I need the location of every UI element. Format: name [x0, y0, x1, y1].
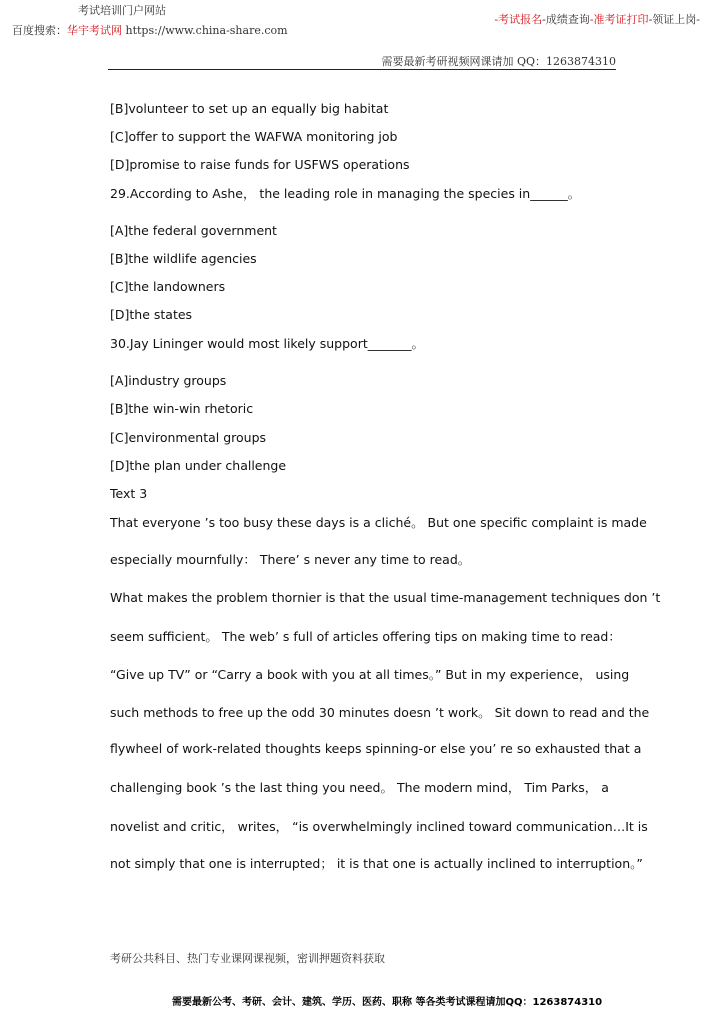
header-link-admission-ticket[interactable]: -准考证打印 [589, 13, 649, 26]
passage-line: novelist and critic， writes， “is overwhelmingly inclined toward communication…It is [110, 819, 648, 834]
search-label: 百度搜索： [12, 24, 67, 37]
section-heading-text-3: Text 3 [110, 486, 148, 501]
option-d-promise: [D]promise to raise funds for USFWS operations [110, 157, 410, 172]
header-qq-note: 需要最新考研视频网课请加 QQ：1263874310 [381, 55, 616, 68]
option-d-states: [D]the states [110, 307, 193, 322]
option-d-plan: [D]the plan under challenge [110, 458, 287, 473]
option-c-offer: [C]offer to support the WAFWA monitoring job [110, 129, 398, 144]
option-a-federal: [A]the federal government [110, 223, 277, 238]
option-b-volunteer: [B]volunteer to set up an equally big habitat [110, 101, 389, 116]
passage-line: That everyone ’s too busy these days is a cliché。 But one specific complaint is made [110, 515, 647, 530]
passage-line: “Give up TV” or “Carry a book with you at all times。” But in my experience， using [110, 667, 630, 682]
site-url[interactable]: https://www.china-share.com [125, 24, 288, 37]
passage-line: flywheel of work-related thoughts keeps spinning-or else you’ re so exhausted that a [110, 741, 642, 756]
search-row [12, 22, 288, 38]
question-30: 30.Jay Lininger would most likely support_______。 [110, 336, 424, 351]
passage-line: especially mournfully： There’ s never any time to read。 [110, 552, 471, 567]
passage-line: seem sufficient。 The web’ s full of articles offering tips on making time to read： [110, 629, 621, 644]
footer-note: 考研公共科目、热门专业课网课视频，密训押题资料获取 [110, 952, 385, 965]
site-name: 考试培训门户网站 [78, 4, 166, 17]
search-brand-link[interactable]: 华宇考试网 [67, 24, 122, 37]
header-links [494, 11, 700, 27]
question-29: 29.According to Ashe， the leading role in managing the species in______。 [110, 186, 581, 201]
header-link-certification[interactable]: -领证上岗- [648, 13, 700, 26]
header-link-score-query[interactable]: -成绩查询 [542, 13, 590, 26]
option-c-landowners: [C]the landowners [110, 279, 226, 294]
footer-contact: 需要最新公考、考研、会计、建筑、学历、医药、职称 等各类考试课程请加QQ：1263874310 [172, 997, 603, 1008]
option-a-industry: [A]industry groups [110, 373, 227, 388]
passage-line: challenging book ’s the last thing you need。 The modern mind， Tim Parks， a [110, 780, 609, 795]
option-b-agencies: [B]the wildlife agencies [110, 251, 257, 266]
option-c-environmental: [C]environmental groups [110, 430, 267, 445]
option-b-rhetoric: [B]the win-win rhetoric [110, 401, 254, 416]
passage-line: such methods to free up the odd 30 minutes doesn ’t work。 Sit down to read and the [110, 705, 650, 720]
header-link-exam-registration[interactable]: -考试报名 [494, 13, 543, 26]
header-divider [108, 69, 616, 70]
passage-line: not simply that one is interrupted； it is that one is actually inclined to interruption。” [110, 856, 643, 871]
passage-line: What makes the problem thornier is that the usual time-management techniques don ’t [110, 590, 661, 605]
